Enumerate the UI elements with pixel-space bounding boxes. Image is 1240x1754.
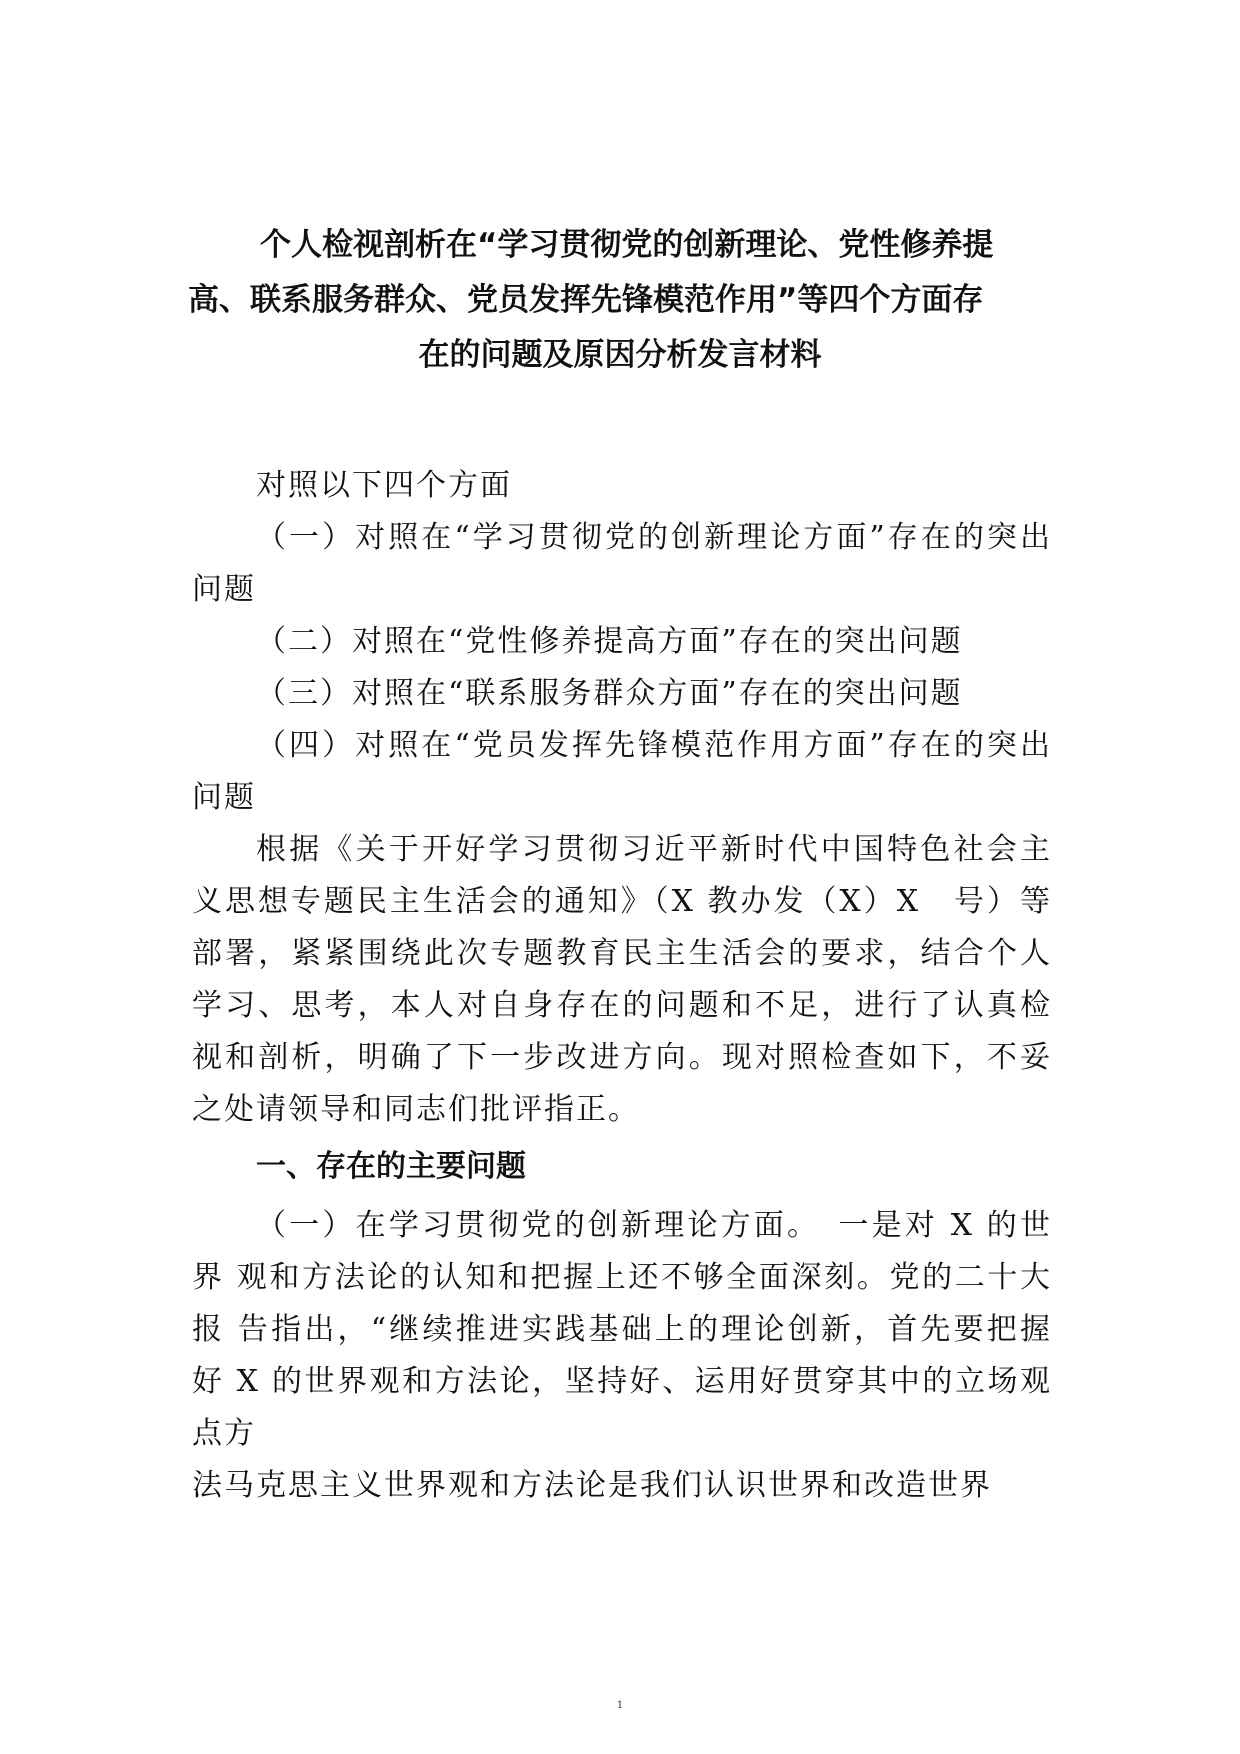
section-heading: 一、存在的主要问题	[256, 1149, 526, 1184]
title-line-3: 在的问题及原因分析发言材料	[418, 337, 822, 373]
section-paragraph-continued: 法马克思主义世界观和方法论是我们认识世界和改造世界	[192, 1468, 992, 1503]
title-line-1: 个人检视剖析在“学习贯彻党的创新理论、党性修养提	[260, 227, 994, 263]
title-line-2: 高、联系服务群众、党员发挥先锋模范作用”等四个方面存	[188, 282, 984, 318]
document-body	[192, 460, 1052, 1512]
aspect-item-3: （三）对照在“联系服务群众方面”存在的突出问题	[256, 676, 963, 711]
aspect-item-1: （一）对照在“学习贯彻党的创新理论方面”存在的突出问题	[192, 520, 1052, 607]
document-title	[188, 218, 1052, 383]
basis-paragraph: 根据《关于开好学习贯彻习近平新时代中国特色社会主义思想专题民主生活会的通知》（X 教办发（X）X 号）等部署，紧紧围绕此次专题教育民主生活会的要求，结合个人学习、思考，本人对自身存在的问题和不足，进行了认真检视和剖析，明确了下一步改进方向。现对照检查如下，不妥之处请领导和同志们批评指正。	[192, 832, 1052, 1127]
aspect-item-2: （二）对照在“党性修养提高方面”存在的突出问题	[256, 624, 963, 659]
aspect-item-4: （四）对照在“党员发挥先锋模范作用方面”存在的突出问题	[192, 728, 1052, 815]
page-number: 1	[616, 1700, 624, 1711]
section-paragraph: （一）在学习贯彻党的创新理论方面。 一是对 X 的世界 观和方法论的认知和把握上还不够全面深刻。党的二十大报 告指出，“继续推进实践基础上的理论创新，首先要把握好 X 的世界观和方法论，坚持好、运用好贯穿其中的立场观点方	[192, 1208, 1052, 1451]
intro-paragraph: 对照以下四个方面	[256, 468, 512, 503]
